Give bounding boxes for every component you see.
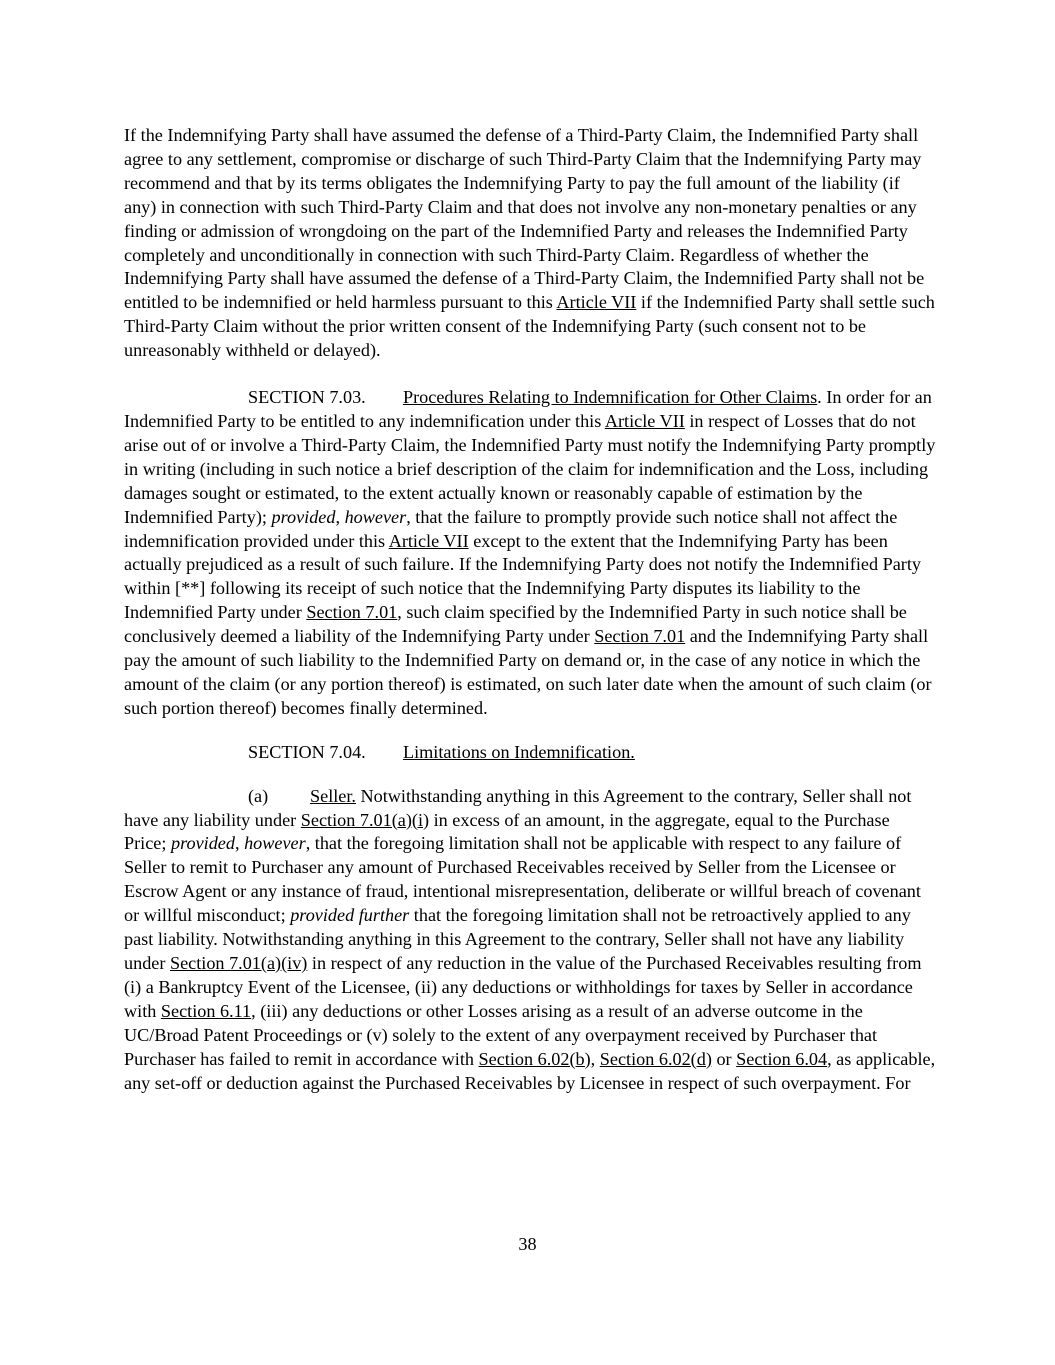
section-7-03-title: Procedures Relating to Indemnification for Other Claims — [403, 387, 818, 408]
however-term: however — [344, 506, 407, 527]
section-7-01-a-iv-reference: Section 7.01(a)(iv) — [169, 953, 308, 973]
section-7-03-paragraph — [124, 386, 936, 721]
text-run: in respect of Losses that do not arise out of or involve a Third-Party Claim, the Indemnified Party must notify the Indemnifying Party promptly in writing (including in such notice a brief description of the claim for indemnification and the Loss, including damages sought or estimated, to the extent actually known or reasonably capable of estimation by the Indemnified Party); — [124, 410, 936, 527]
text-run: in respect of any reduction in the value of the Purchased Receivables resulting from (i) a Bankruptcy Event of the Licensee, (ii) any deductions or withholdings for taxes by Seller in accordance with — [124, 953, 922, 1021]
text-run: if the Indemnified Party shall settle such Third-Party Claim without the prior written consent of the Indemnifying Party (such consent not to be unreasonably withheld or delayed). — [124, 292, 935, 361]
section-7-04-number: SECTION 7.04. — [248, 741, 366, 762]
text-run: in excess of an amount, in the aggregate, equal to the Purchase Price; — [124, 809, 890, 854]
subsection-a-seller-paragraph — [124, 785, 936, 1096]
section-7-01-reference: Section 7.01 — [306, 602, 398, 623]
text-run: , that the foregoing limitation shall not be applicable with respect to any failure of Seller to remit to Purchaser any amount of Purchased Receivables received by Seller from the Licensee or Escrow Agent or any instance of fraud, intentional misrepresentation, deliberate or willful breach of covenant or willful misconduct; — [124, 833, 921, 926]
article-vii-reference: Article VII — [388, 530, 469, 551]
page-number: 38 — [518, 1234, 537, 1254]
text-run: , — [335, 506, 345, 527]
section-6-02-d-reference: Section 6.02(d) — [599, 1048, 712, 1069]
provided-further-term: provided further — [290, 905, 410, 926]
text-run: , such claim specified by the Indemnified Party in such notice shall be conclusively deemed a liability of the Indemnifying Party under — [124, 602, 907, 647]
text-run: that the foregoing limitation shall not be retroactively applied to any past liability. Notwithstanding anything in this Agreement to the contrary, Seller shall not have any liability under — [124, 905, 911, 973]
text-run: except to the extent that the Indemnifying Party has been actually prejudiced as a result of such failure. If the Indemnifying Party does not notify the Indemnified Party within [**] following its receipt of such notice that the Indemnifying Party disputes its liability to the Indemnified Party under — [124, 530, 921, 623]
article-vii-reference: Article VII — [556, 292, 637, 313]
section-6-04-reference: Section 6.04 — [736, 1048, 828, 1069]
text-run: Notwithstanding anything in this Agreement to the contrary, Seller shall not have any liability under — [124, 785, 912, 830]
section-7-03-number: SECTION 7.03. — [248, 387, 366, 408]
text-run: If the Indemnifying Party shall have assumed the defense of a Third-Party Claim, the Indemnified Party shall agree to any settlement, compromise or discharge of such Third-Party Claim that the Indemnifying Party may recommend and that by its terms obligates the Indemnifying Party to pay the full amount of the liability (if any) in connection with such Third-Party Claim and that does not involve any non-monetary penalties or any finding or admission of wrongdoing on the part of the Indemnified Party and releases the Indemnified Party completely and unconditionally in connection with such Third-Party Claim. Regardless of whether the Indemnifying Party shall have assumed the defense of a Third-Party Claim, the Indemnified Party shall not be entitled to be indemnified or held harmless pursuant to this — [124, 125, 925, 313]
section-6-02-b-reference: Section 6.02(b) — [478, 1048, 591, 1069]
section-7-04-heading — [124, 741, 936, 765]
text-run: . In order for an Indemnified Party to be entitled to any indemnification under this — [124, 387, 932, 431]
text-run: , — [234, 833, 245, 854]
text-run: , — [590, 1048, 600, 1069]
section-7-01-a-i-reference: Section 7.01(a)(i) — [300, 809, 430, 830]
text-run: or — [711, 1048, 737, 1069]
section-7-01-reference: Section 7.01 — [594, 626, 686, 647]
text-run: , as applicable, any set-off or deduction against the Purchased Receivables by Licensee in respect of such overpayment. For — [124, 1048, 936, 1093]
provided-term: provided — [271, 506, 336, 527]
section-7-04-title: Limitations on Indemnification. — [403, 741, 635, 762]
paragraph-third-party-settlement — [124, 124, 936, 363]
however-term: however — [244, 833, 306, 854]
document-page — [124, 124, 936, 1095]
text-run: , (iii) any deductions or other Losses arising as a result of an adverse outcome in the UC/Broad Patent Proceedings or (v) solely to the extent of any overpayment received by Purchaser that Purchaser has failed to remit in accordance with — [124, 1000, 878, 1069]
text-run: , that the failure to promptly provide such notice shall not affect the indemnification provided under this — [124, 506, 898, 551]
subsection-a-title: Seller. — [310, 785, 356, 806]
article-vii-reference: Article VII — [604, 410, 685, 431]
provided-term: provided — [170, 833, 235, 854]
section-6-11-reference: Section 6.11 — [160, 1000, 252, 1021]
subsection-a-label: (a) — [248, 785, 269, 806]
text-run: and the Indemnifying Party shall pay the amount of such liability to the Indemnified Party on demand or, in the case of any notice in which the amount of the claim (or any portion thereof) is estimated, on such later date when the amount of such claim (or such portion thereof) becomes finally determined. — [124, 626, 932, 718]
